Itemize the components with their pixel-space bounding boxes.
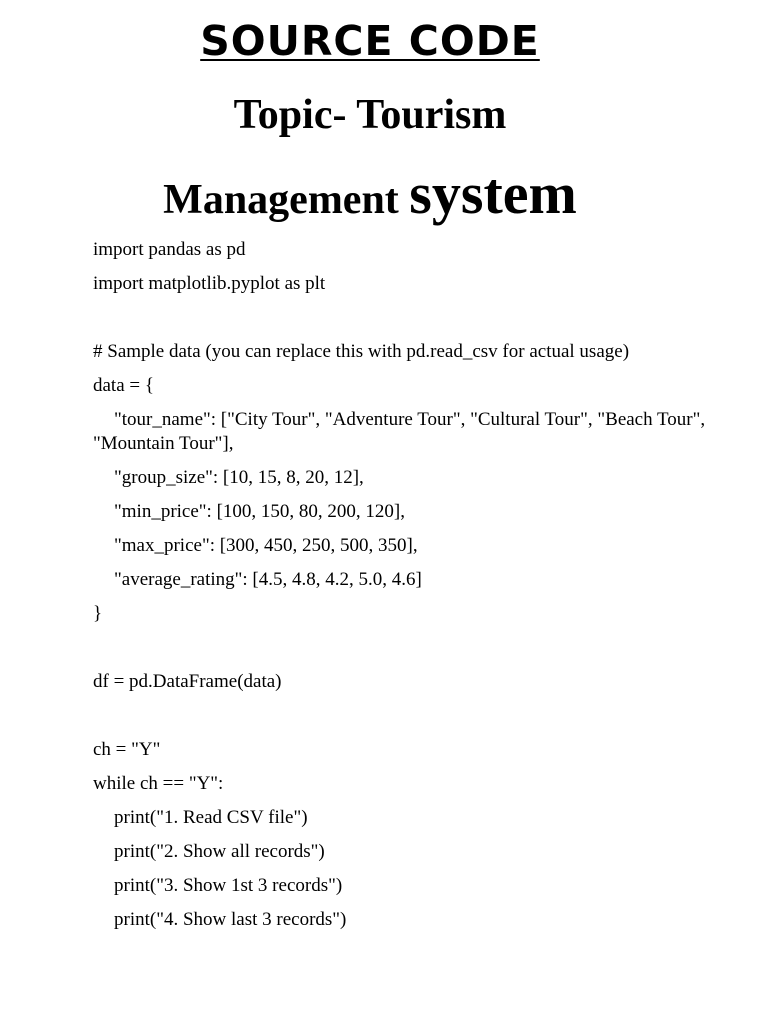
code-line: "max_price": [300, 450, 250, 500, 350],	[114, 535, 418, 556]
code-line: data = {	[93, 375, 154, 396]
blank-line	[93, 306, 733, 330]
system-heading-word-system: system	[409, 161, 577, 226]
code-line: df = pd.DataFrame(data)	[93, 671, 282, 692]
topic-heading: Topic- Tourism	[233, 92, 507, 138]
code-line: }	[93, 603, 103, 624]
code-line: print("4. Show last 3 records")	[114, 909, 347, 930]
system-heading	[0, 163, 740, 231]
code-line: ch = "Y"	[93, 739, 161, 760]
code-line: "group_size": [10, 15, 8, 20, 12],	[114, 467, 364, 488]
system-heading-word-management: Management	[163, 177, 399, 223]
code-line: "min_price": [100, 150, 80, 200, 120],	[114, 501, 405, 522]
code-line: "tour_name": ["City Tour", "Adventure Tour", "Cultural Tour", "Beach Tour", "Mountain Tour"],	[93, 409, 710, 454]
blank-line	[93, 636, 733, 660]
document-title: SOURCE CODE	[200, 17, 540, 65]
code-line: import pandas as pd	[93, 239, 246, 260]
code-line: print("1. Read CSV file")	[114, 807, 308, 828]
code-line: "average_rating": [4.5, 4.8, 4.2, 5.0, 4.6]	[114, 569, 422, 590]
source-code-block	[93, 238, 733, 942]
code-line: print("3. Show 1st 3 records")	[114, 875, 343, 896]
code-line: print("2. Show all records")	[114, 841, 325, 862]
code-line: while ch == "Y":	[93, 773, 224, 794]
code-line: import matplotlib.pyplot as plt	[93, 273, 326, 294]
code-comment-line: # Sample data (you can replace this with pd.read_csv for actual usage)	[93, 341, 630, 362]
blank-line	[93, 704, 733, 728]
